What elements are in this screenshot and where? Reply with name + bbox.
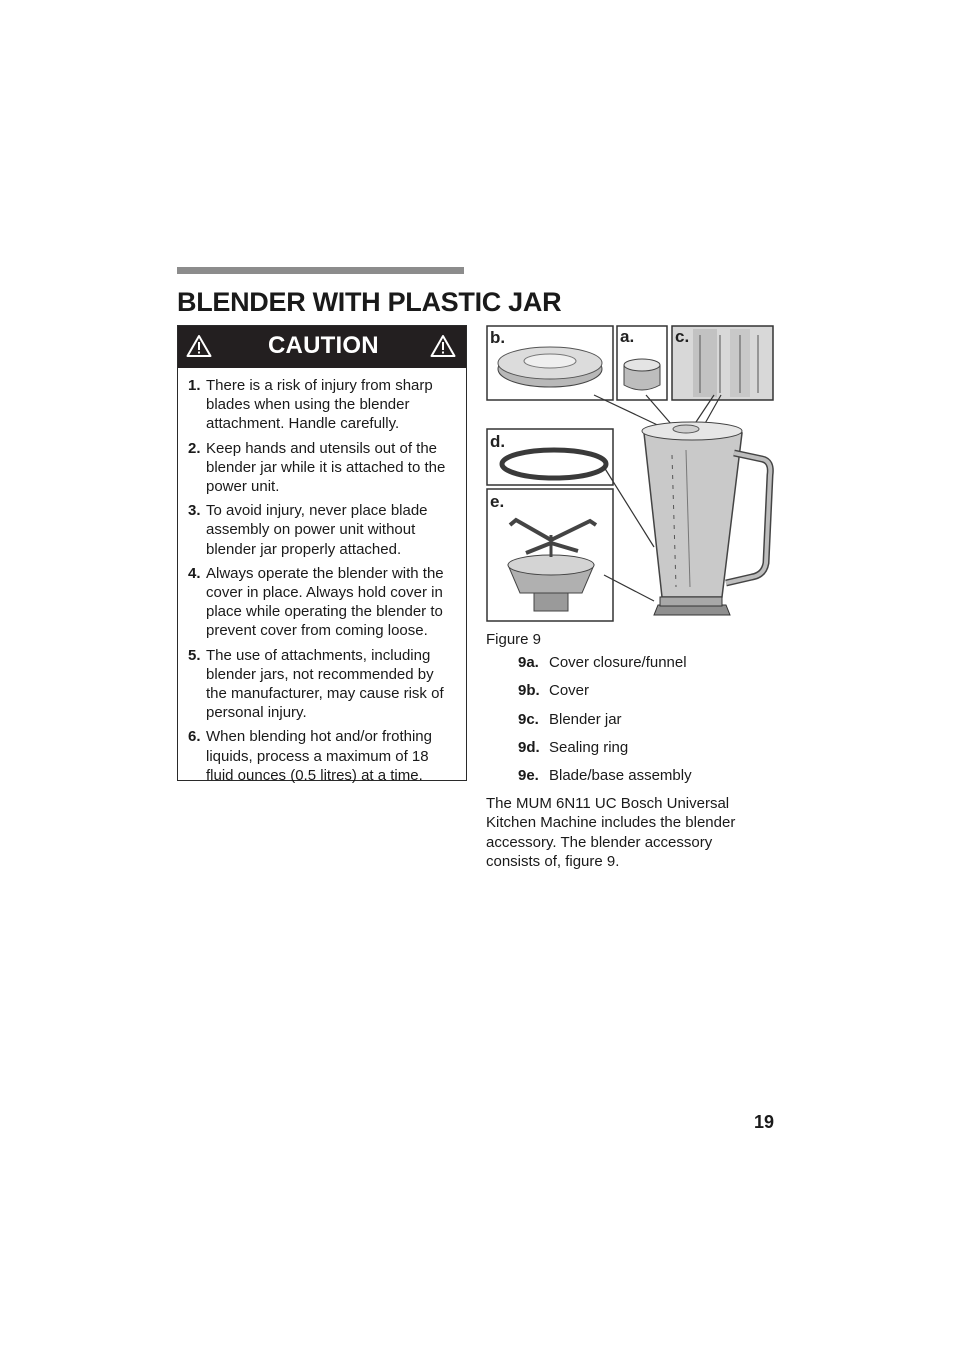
caution-item-text: The use of attachments, including blender jars, not recommended by the manufacturer, may cause risk of personal injury.	[206, 646, 444, 722]
figure-caption: Figure 9	[486, 631, 542, 648]
top-rule	[177, 267, 464, 274]
panel-label-a: a.	[620, 327, 635, 346]
caution-item	[188, 439, 456, 497]
caution-item-number: 5.	[188, 646, 201, 664]
legend-code: 9a.	[518, 654, 539, 671]
legend-code: 9b.	[518, 682, 540, 700]
caution-item-number: 6.	[188, 728, 201, 746]
caution-header	[178, 326, 466, 368]
legend-code: 9e.	[518, 767, 539, 785]
page-title: BLENDER WITH PLASTIC JAR	[177, 287, 562, 317]
legend-text: Sealing ring	[549, 738, 629, 756]
legend-code: 9c.	[518, 710, 539, 728]
legend-text: Cover	[549, 682, 590, 700]
caution-item-number: 2.	[188, 439, 201, 457]
blender-jar	[642, 422, 770, 615]
panel-label-e: e.	[490, 492, 505, 511]
legend-item	[518, 710, 692, 738]
panel-c-markings	[672, 326, 773, 400]
panel-label-d: d.	[490, 432, 506, 451]
panel-e-blade-assembly	[487, 489, 613, 621]
caution-item-text: There is a risk of injury from sharp blades when using the blender attachment. Handle carefully.	[206, 377, 433, 433]
caution-item-number: 3.	[188, 502, 201, 520]
caution-item-number: 1.	[188, 377, 201, 394]
legend-item	[518, 738, 692, 766]
figure-legend	[518, 653, 692, 794]
legend-code: 9d.	[518, 738, 540, 756]
caution-item-text: Always operate the blender with the cover in place. Always hold cover in place while operating the blender to prevent cover from coming loose.	[206, 564, 444, 640]
caution-label: CAUTION	[268, 332, 379, 359]
figure-9-illustration	[486, 325, 774, 623]
caution-item-text: To avoid injury, never place blade assembly on power unit without blender jar properly attached.	[206, 502, 428, 558]
panel-a-funnel	[617, 326, 667, 400]
caution-box	[177, 325, 467, 784]
legend-item	[518, 681, 692, 709]
caution-item	[188, 646, 456, 723]
page-number: 19	[754, 1112, 775, 1132]
panel-label-b: b.	[490, 328, 506, 347]
legend-text: Cover closure/funnel	[549, 654, 687, 671]
caution-item	[188, 564, 456, 641]
warning-triangle-icon	[186, 334, 212, 358]
legend-text: Blender jar	[549, 710, 622, 728]
caution-item	[188, 501, 456, 559]
panel-d-sealing-ring	[487, 429, 613, 485]
caution-list	[178, 368, 466, 785]
caution-item-number: 4.	[188, 564, 201, 582]
description-paragraph: The MUM 6N11 UC Bosch Universal Kitchen Machine includes the blender accessory. The blender accessory consists of, figure 9.	[486, 795, 736, 871]
panel-label-c: c.	[675, 327, 690, 346]
warning-triangle-icon	[430, 334, 456, 358]
caution-item-text: When blending hot and/or frothing liquids, process a maximum of 18 fluid ounces (0.5 litres) at a time.	[206, 728, 432, 784]
legend-item	[518, 653, 692, 681]
legend-text: Blade/base assembly	[549, 767, 692, 785]
panel-b-cover	[487, 326, 613, 400]
caution-item-text: Keep hands and utensils out of the blender jar while it is attached to the power unit.	[206, 439, 446, 496]
caution-item	[188, 376, 456, 434]
caution-item	[188, 727, 456, 785]
legend-item	[518, 766, 692, 794]
